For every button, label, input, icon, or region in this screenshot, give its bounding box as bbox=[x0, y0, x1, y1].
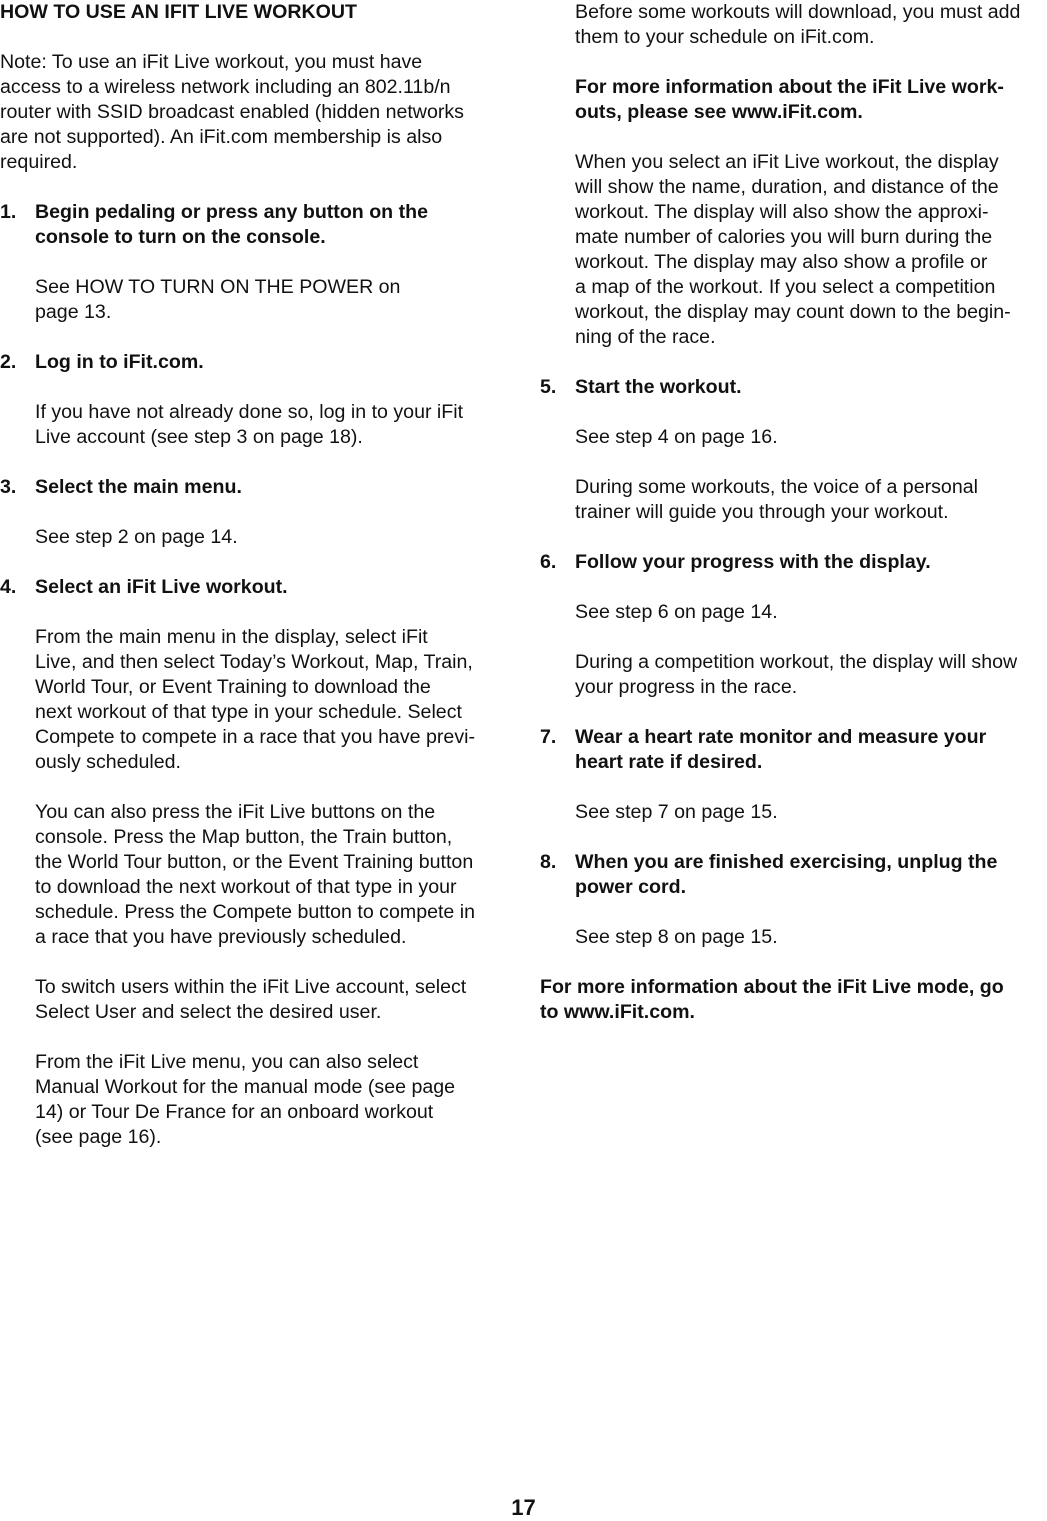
step-title: Select an iFit Live workout. bbox=[35, 576, 288, 598]
step-paragraph: See step 4 on page 16. bbox=[575, 426, 778, 448]
step-title: Start the workout. bbox=[575, 376, 742, 398]
step-number: 5. bbox=[540, 376, 557, 398]
step-paragraph: See step 2 on page 14. bbox=[35, 526, 238, 548]
step-paragraph: Before some workouts will download, you must add them to your schedule on iFit.com. bbox=[575, 1, 1021, 48]
step-paragraph: During some workouts, the voice of a personal trainer will guide you through your workout. bbox=[575, 476, 978, 523]
step-5 bbox=[540, 375, 1047, 525]
more-info-note: For more information about the iFit Live work- outs, please see www.iFit.com. bbox=[575, 76, 1004, 123]
page-heading: HOW TO USE AN IFIT LIVE WORKOUT bbox=[0, 1, 358, 23]
step-number: 8. bbox=[540, 851, 557, 873]
step-paragraph: You can also press the iFit Live buttons on the console. Press the Map button, the Train button, the World Tour button, or the Event Training button to download the next workout of that type in your schedule. Press the Compete button to compete in a race that you have previously scheduled. bbox=[35, 801, 476, 948]
step-title: When you are finished exercising, unplug the power cord. bbox=[575, 851, 998, 898]
page-number: 17 bbox=[511, 1495, 536, 1520]
step-paragraph: To switch users within the iFit Live account, select Select User and select the desired user. bbox=[35, 976, 467, 1023]
left-column bbox=[0, 0, 515, 1150]
step-number: 7. bbox=[540, 726, 557, 748]
step-paragraph: During a competition workout, the display will show your progress in the race. bbox=[575, 651, 1018, 698]
step-paragraph: From the iFit Live menu, you can also select Manual Workout for the manual mode (see page 14) or Tour De France for an onboard workout (see page 16). bbox=[35, 1051, 456, 1148]
step-paragraph: When you select an iFit Live workout, the display will show the name, duration, and distance of the workout. The display will also show the approxi- mate number of calories you will burn during the workout. The display may also show a profile or a map of the workout. If you select a competition workout, the display may count down to the begin- ning of the race. bbox=[575, 151, 1011, 348]
step-title: Follow your progress with the display. bbox=[575, 551, 931, 573]
step-4 bbox=[0, 575, 515, 1150]
step-paragraph: See HOW TO TURN ON THE POWER on page 13. bbox=[35, 276, 401, 323]
step-number: 6. bbox=[540, 551, 557, 573]
step-8 bbox=[540, 850, 1047, 950]
step-6 bbox=[540, 550, 1047, 700]
step-7 bbox=[540, 725, 1047, 825]
step-number: 3. bbox=[0, 476, 17, 498]
step-number: 4. bbox=[0, 576, 17, 598]
step-number: 2. bbox=[0, 351, 17, 373]
step-title: Select the main menu. bbox=[35, 476, 242, 498]
step-paragraph: See step 8 on page 15. bbox=[575, 926, 778, 948]
step-paragraph: From the main menu in the display, select iFit Live, and then select Today’s Workout, Map, Train, World Tour, or Event Training to download the next workout of that type in your schedule. Select Compete to compete in a race that you have previ- ously scheduled. bbox=[35, 626, 476, 773]
step-number: 1. bbox=[0, 201, 17, 223]
right-column bbox=[540, 0, 1047, 1025]
step-paragraph: See step 6 on page 14. bbox=[575, 601, 778, 623]
step-paragraph: If you have not already done so, log in to your iFit Live account (see step 3 on page 18). bbox=[35, 401, 464, 448]
network-note: Note: To use an iFit Live workout, you must have access to a wireless network including an 802.11b/n router with SSID broadcast enabled (hidden networks are not supported). An iFit.com membership is also required. bbox=[0, 51, 464, 173]
step-3 bbox=[0, 475, 515, 550]
step-title: Log in to iFit.com. bbox=[35, 351, 204, 373]
step-title: Begin pedaling or press any button on the console to turn on the console. bbox=[35, 201, 428, 248]
step-paragraph: See step 7 on page 15. bbox=[575, 801, 778, 823]
step-4-continued bbox=[540, 0, 1047, 350]
closing-note: For more information about the iFit Live mode, go to www.iFit.com. bbox=[540, 976, 1004, 1023]
step-1 bbox=[0, 200, 515, 325]
step-2 bbox=[0, 350, 515, 450]
step-title: Wear a heart rate monitor and measure your heart rate if desired. bbox=[575, 726, 987, 773]
